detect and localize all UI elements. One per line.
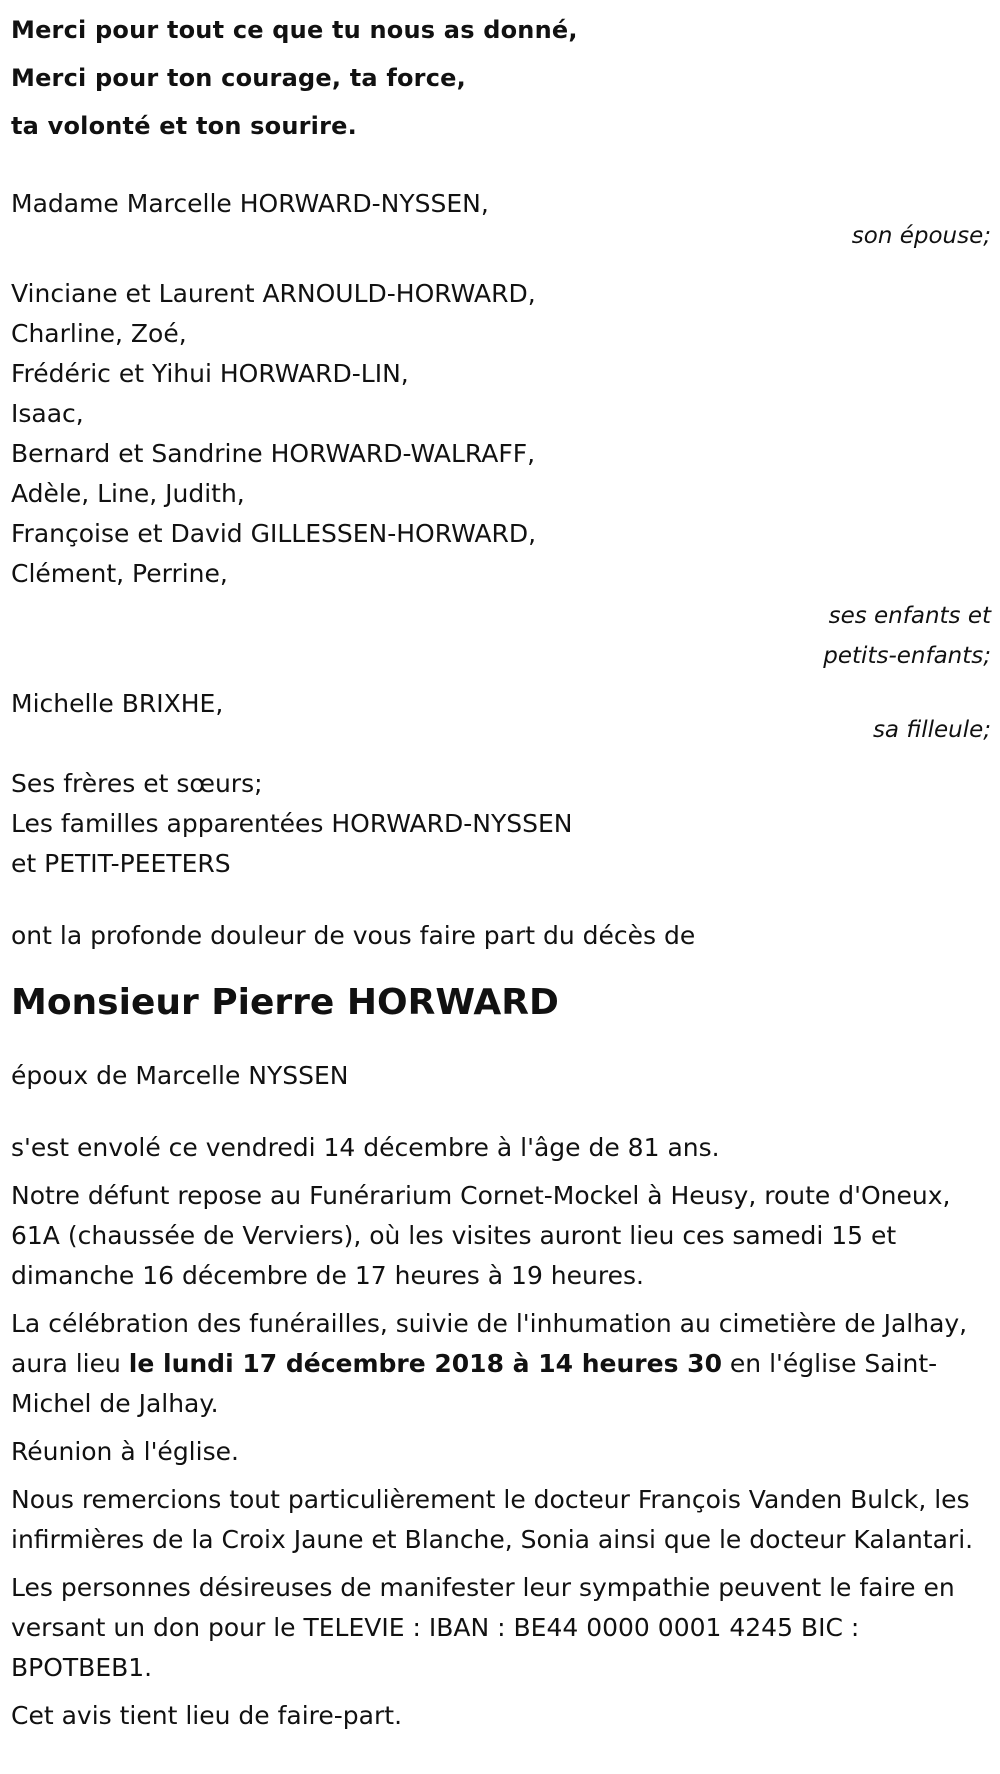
goddaughter-role: sa filleule; [872, 717, 991, 743]
repose-paragraph: Notre défunt repose au Funérarium Cornet-Mockel à Heusy, route d'Oneux, 61A (chaussée de Verviers), où les visites auront lieu ces samedi 15 et dimanche 16 décembre de 17 heures à 19 heures. [11, 1181, 951, 1290]
deceased-name: Monsieur Pierre HORWARD [11, 982, 559, 1023]
spouse-of-text: époux de Marcelle NYSSEN [11, 1061, 349, 1090]
family-line: Charline, Zoé, [11, 319, 187, 348]
children-role: ses enfants et [828, 603, 991, 629]
relatives-line: Les familles apparentées HORWARD-NYSSEN [11, 809, 573, 838]
ceremony-date: le lundi 17 décembre 2018 à 14 heures 30 [128, 1349, 722, 1378]
thanks-paragraph: Nous remercions tout particulièrement le docteur François Vanden Bulck, les infirmières de la Croix Jaune et Blanche, Sonia ainsi que le docteur Kalantari. [11, 1485, 974, 1554]
family-line: Frédéric et Yihui HORWARD-LIN, [11, 359, 409, 388]
spouse-name: Madame Marcelle HORWARD-NYSSEN, [11, 189, 489, 218]
relatives-list [11, 764, 991, 884]
intro-line: Merci pour ton courage, ta force, [11, 64, 466, 92]
relatives-line: Ses frères et sœurs; [11, 769, 263, 798]
family-line: Clément, Perrine, [11, 559, 228, 588]
ceremony-paragraph [11, 1304, 991, 1424]
family-line: Bernard et Sandrine HORWARD-WALRAFF, [11, 439, 536, 468]
goddaughter-name: Michelle BRIXHE, [11, 689, 224, 718]
obituary-notice [11, 0, 991, 1744]
intro-line: Merci pour tout ce que tu nous as donné, [11, 16, 578, 44]
family-line: Adèle, Line, Judith, [11, 479, 245, 508]
meeting-paragraph: Réunion à l'église. [11, 1437, 239, 1466]
children-list [11, 274, 991, 594]
donation-paragraph: Les personnes désireuses de manifester leur sympathie peuvent le faire en versant un don pour le TELEVIE : IBAN : BE44 0000 0001 4245 BIC : BPOTBEB1. [11, 1573, 955, 1682]
family-line: Françoise et David GILLESSEN-HORWARD, [11, 519, 537, 548]
family-line: Vinciane et Laurent ARNOULD-HORWARD, [11, 279, 536, 308]
children-role: petits-enfants; [823, 643, 991, 669]
death-paragraph: s'est envolé ce vendredi 14 décembre à l'âge de 81 ans. [11, 1133, 720, 1162]
announcement-text: ont la profonde douleur de vous faire part du décès de [11, 921, 696, 950]
family-line: Isaac, [11, 399, 84, 428]
relatives-line: et PETIT-PEETERS [11, 849, 231, 878]
ceremony-text: en l'église Saint-Michel de Jalhay. [11, 1349, 938, 1418]
spouse-role: son épouse; [851, 223, 991, 249]
closing-paragraph: Cet avis tient lieu de faire-part. [11, 1701, 403, 1730]
ceremony-text: La célébration des funérailles, suivie de l'inhumation au cimetière de Jalhay, aura lieu [11, 1309, 968, 1378]
intro-verse [11, 6, 991, 150]
intro-line: ta volonté et ton sourire. [11, 112, 357, 140]
